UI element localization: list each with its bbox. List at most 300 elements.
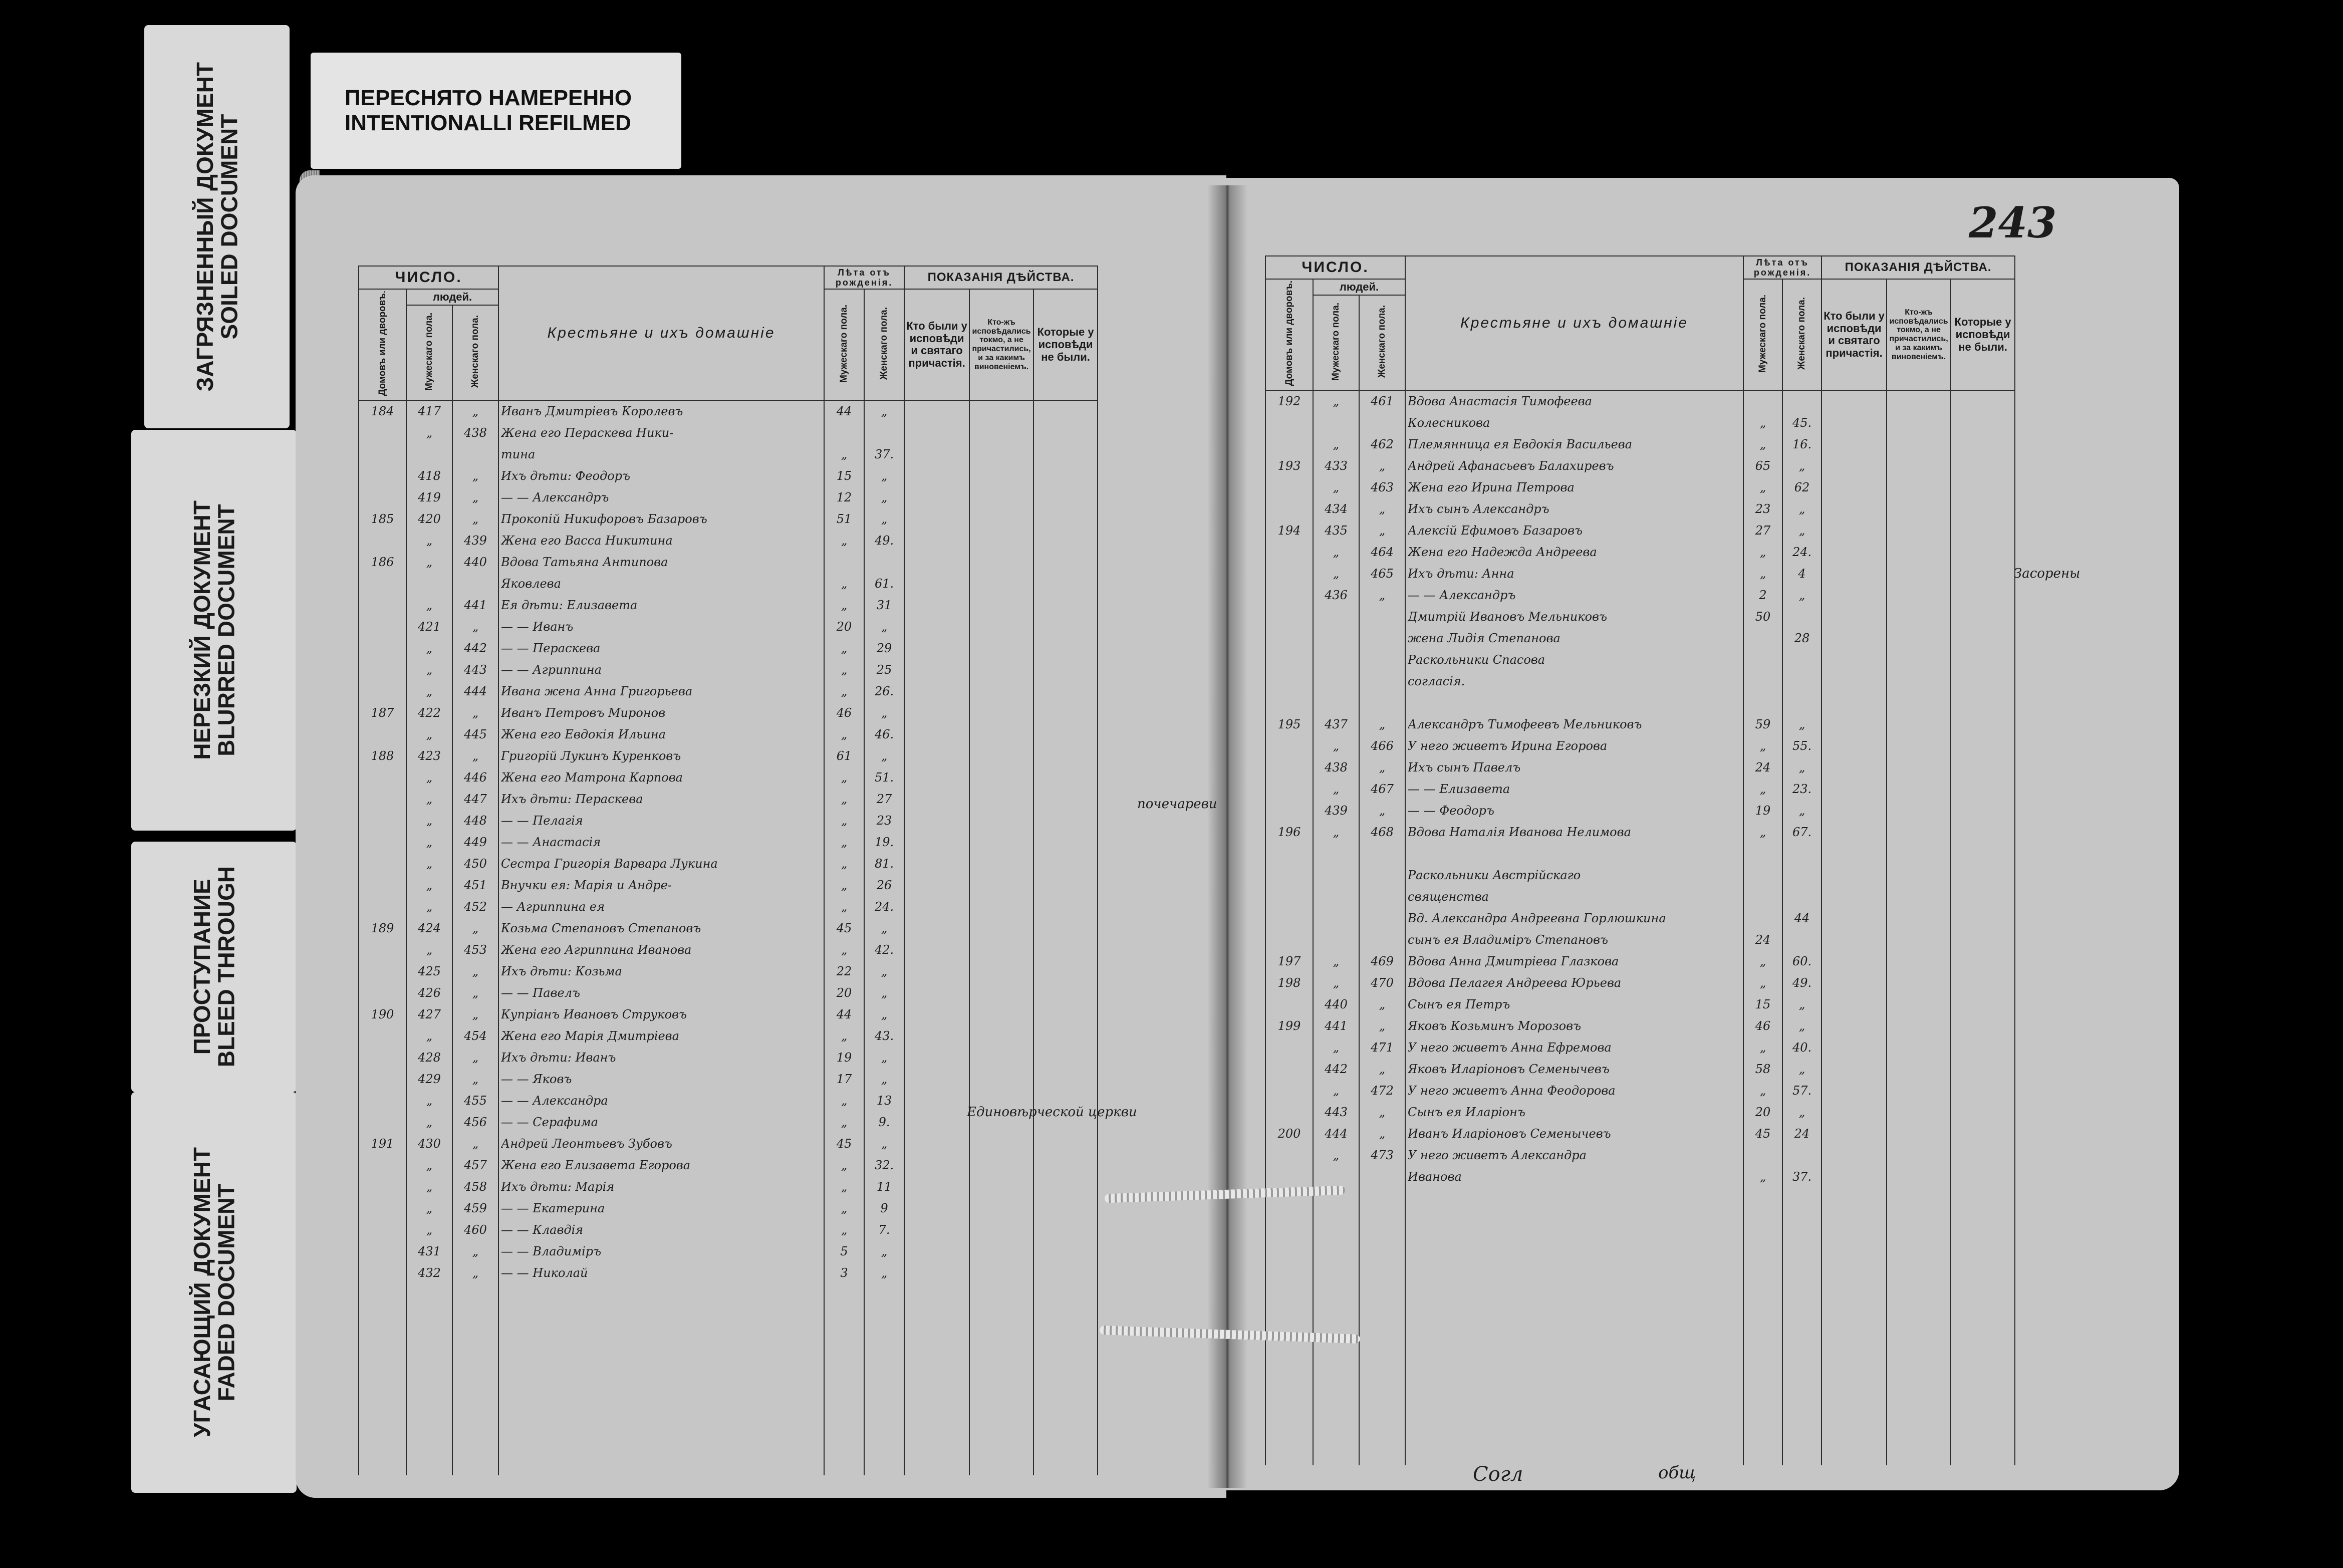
register-entry-f: 448	[464, 814, 487, 828]
register-entry-m: „	[1333, 480, 1340, 495]
register-entry-m: „	[426, 1094, 433, 1108]
register-entry-name: сынъ ея Владиміръ Степановъ	[1408, 933, 1608, 947]
register-entry-m: „	[1333, 825, 1340, 840]
register-entry-dom	[1268, 735, 1311, 757]
register-entry-f: 445	[464, 727, 487, 742]
register-entry-m: „	[426, 1180, 433, 1194]
stamp-text: INTENTIONALLI REFILMED	[345, 111, 631, 135]
register-entry-m: „	[1333, 954, 1340, 969]
header-kotorye: Которые у исповѣди не были.	[1951, 279, 2015, 390]
register-entry-f: 457	[464, 1158, 487, 1173]
header-kto-byli: Кто были у исповѣди и святаго причастія.	[904, 289, 969, 400]
register-entry-m: „	[426, 426, 433, 440]
register-entry-fa: 23.	[1792, 782, 1812, 797]
register-entry-fa: „	[1798, 502, 1805, 516]
register-entry-name: Ивана жена Анна Григорьева	[501, 684, 693, 699]
register-entry-fa: 26	[876, 878, 892, 893]
register-entry-f: „	[1379, 1019, 1386, 1033]
register-entry-fa: 55.	[1792, 739, 1812, 753]
register-entry-f: 454	[464, 1029, 487, 1043]
register-entry-fa: 49.	[874, 534, 894, 548]
register-entry-ma: 2	[1759, 588, 1767, 603]
register-entry-ma	[1746, 865, 1780, 886]
register-entry-ma	[827, 422, 862, 444]
register-entry-dom	[361, 1262, 404, 1284]
register-entry-fa: 67.	[1792, 825, 1812, 840]
register-entry-f: „	[472, 1137, 479, 1151]
register-entry-name: Андрей Леонтьевъ Зубовъ	[501, 1137, 672, 1151]
register-entry-fa: „	[881, 986, 888, 1000]
register-entry-f: „	[1379, 524, 1386, 538]
header-zhen-age: Женскаго пола.	[864, 289, 904, 400]
register-entry-name: Вдова Татьяна Антипова	[501, 555, 668, 570]
register-entry-ma	[827, 552, 862, 573]
register-entry-f: 466	[1371, 739, 1394, 753]
register-entry-ma: „	[1759, 480, 1766, 495]
register-entry-f	[1362, 671, 1403, 692]
register-entry-name: тина	[501, 447, 536, 462]
register-entry-fa: 7.	[878, 1223, 890, 1237]
register-entry-dom	[1268, 1037, 1311, 1059]
register-entry-dom	[1268, 865, 1311, 886]
register-entry-ma: 45	[836, 921, 852, 936]
register-entry-dom	[361, 638, 404, 659]
register-entry-fa: „	[881, 1137, 888, 1151]
register-entry-dom	[1268, 1080, 1311, 1102]
register-entry-fa: „	[881, 512, 888, 527]
register-entry-dom: 197	[1277, 954, 1301, 969]
register-entry-fa: 46.	[874, 727, 894, 742]
header-lyudey: людей.	[1313, 279, 1405, 295]
register-entry-dom	[361, 616, 404, 638]
register-entry-m: „	[1333, 394, 1340, 409]
register-entry-m: 419	[418, 490, 441, 505]
register-entry-m: 437	[1325, 717, 1348, 732]
register-entry-ma: 27	[1755, 524, 1771, 538]
register-entry-fa: „	[1798, 1019, 1805, 1033]
register-entry-f	[1362, 606, 1403, 628]
register-entry-name	[1408, 843, 1741, 865]
register-entry-ma: „	[841, 641, 848, 656]
register-entry-dom	[361, 422, 404, 444]
register-entry-m	[1316, 412, 1357, 434]
register-entry-dom	[1268, 908, 1311, 929]
col-f	[1359, 390, 1405, 1465]
register-entry-f: „	[472, 620, 479, 634]
register-entry-dom	[1268, 671, 1311, 692]
register-entry-m	[1316, 692, 1357, 714]
register-entry-ma: „	[841, 770, 848, 785]
register-entry-m: „	[426, 1158, 433, 1173]
register-entry-fa: 32.	[874, 1158, 894, 1173]
register-entry-name: Ея дѣти: Елизавета	[501, 598, 638, 613]
register-entry-m	[1316, 929, 1357, 951]
register-entry-m: 422	[418, 706, 441, 720]
register-entry-fa: 45.	[1792, 416, 1812, 430]
register-entry-name: У него живетъ Анна Ефремова	[1408, 1040, 1612, 1055]
register-entry-dom	[1268, 434, 1311, 455]
register-entry-ma: 24	[1755, 760, 1771, 775]
register-entry-name: — — Яковъ	[501, 1072, 572, 1087]
register-entry-fa: 57.	[1792, 1084, 1812, 1098]
register-entry-fa: „	[881, 490, 888, 505]
header-zhen: Женскаго пола.	[1359, 295, 1405, 390]
register-entry-ma	[1746, 671, 1780, 692]
header-domov: Домовъ или дворовъ.	[359, 289, 406, 400]
register-entry-ma	[1746, 1145, 1780, 1166]
register-entry-dom	[1268, 628, 1311, 649]
register-entry-dom	[361, 1176, 404, 1198]
register-entry-f: 460	[464, 1223, 487, 1237]
register-entry-name: Сынъ ея Петръ	[1408, 997, 1510, 1012]
col-m	[1313, 390, 1359, 1465]
register-entry-f: 441	[464, 598, 487, 613]
register-entry-dom	[361, 659, 404, 681]
register-entry-f	[1362, 929, 1403, 951]
register-entry-ma: 12	[836, 490, 852, 505]
header-zhen-age: Женскаго пола.	[1782, 279, 1821, 390]
register-entry-name: Григорій Лукинъ Куренковъ	[501, 749, 681, 763]
register-entry-name: Дмитрій Ивановъ Мельниковъ	[1408, 610, 1607, 624]
register-entry-f: 442	[464, 641, 487, 656]
register-entry-dom: 198	[1277, 976, 1301, 990]
register-entry-name: — — Феодоръ	[1408, 804, 1494, 818]
register-entry-fa: 26.	[874, 684, 894, 699]
register-entry-ma	[1746, 886, 1780, 908]
register-entry-m: „	[1333, 1148, 1340, 1163]
register-entry-name: Яковъ Козьминъ Морозовъ	[1408, 1019, 1582, 1033]
footer-note-right: общ	[1658, 1463, 1696, 1483]
register-entry-fa	[1785, 391, 1819, 412]
register-entry-f: 450	[464, 857, 487, 871]
blurred-document-stamp	[131, 430, 297, 831]
register-entry-ma: 20	[1755, 1105, 1771, 1120]
register-entry-f: 470	[1371, 976, 1394, 990]
register-entry-dom: 194	[1277, 524, 1301, 538]
register-entry-m: „	[426, 1201, 433, 1216]
register-entry-fa	[1785, 1145, 1819, 1166]
register-entry-ma: „	[1759, 567, 1766, 581]
register-entry-name: У него живетъ Ирина Егорова	[1408, 739, 1608, 753]
register-entry-m	[1316, 886, 1357, 908]
register-entry-fa: „	[881, 921, 888, 936]
register-entry-dom	[1268, 843, 1311, 865]
register-entry-fa: „	[1798, 997, 1805, 1012]
register-entry-fa: 37.	[1792, 1170, 1812, 1184]
register-entry-fa: 37.	[874, 447, 894, 462]
register-entry-f: „	[472, 1051, 479, 1065]
register-entry-m: „	[426, 792, 433, 807]
register-entry-ma: „	[841, 1223, 848, 1237]
register-entry-f: 443	[464, 663, 487, 677]
register-entry-ma: „	[841, 1115, 848, 1130]
register-entry-m	[1316, 649, 1357, 671]
header-kotorye: Которые у исповѣди не были.	[1033, 289, 1098, 400]
register-entry-fa: 44	[1794, 911, 1810, 926]
header-kto-zh: Кто-жъ исповѣдались токмо, а не причастились, и за какимъ виновеніемъ.	[969, 289, 1033, 400]
register-entry-dom	[361, 875, 404, 896]
register-entry-dom	[361, 832, 404, 853]
register-entry-dom	[361, 530, 404, 552]
register-entry-fa: „	[1798, 760, 1805, 775]
register-entry-name: Внучки ея: Марія и Андре-	[501, 878, 672, 893]
register-entry-fa: „	[1798, 804, 1805, 818]
register-entry-dom	[361, 961, 404, 982]
register-entry-dom	[1268, 929, 1311, 951]
register-entry-name: Сынъ ея Иларіонъ	[1408, 1105, 1525, 1120]
register-entry-f: „	[1379, 760, 1386, 775]
register-entry-m	[1316, 606, 1357, 628]
register-entry-m: 441	[1325, 1019, 1348, 1033]
register-entry-m: „	[426, 663, 433, 677]
header-title: Крестьяне и ихъ домашніе	[498, 266, 824, 400]
register-entry-m: „	[426, 727, 433, 742]
register-entry-f: „	[1379, 459, 1386, 473]
register-entry-f: 458	[464, 1180, 487, 1194]
register-entry-dom	[1268, 1102, 1311, 1123]
register-entry-dom	[361, 1090, 404, 1112]
register-entry-m: 417	[418, 404, 441, 419]
register-entry-name: — — Екатерина	[501, 1201, 605, 1216]
register-entry-dom: 185	[371, 512, 394, 527]
register-entry-fa: 24	[1794, 1127, 1810, 1141]
register-entry-fa: „	[881, 1244, 888, 1259]
header-right-margin	[1098, 266, 1200, 400]
register-entry-fa: „	[881, 620, 888, 634]
register-entry-dom	[361, 724, 404, 745]
register-entry-m: „	[426, 900, 433, 914]
register-entry-name: Козьма Степановъ Степановъ	[501, 921, 701, 936]
register-entry-ma	[1746, 692, 1780, 714]
register-entry-fa: „	[1798, 1062, 1805, 1077]
register-entry-ma: 46	[1755, 1019, 1771, 1033]
stamp-text: SOILED DOCUMENT	[216, 114, 242, 340]
register-entry-m: 431	[418, 1244, 441, 1259]
col-name	[1405, 390, 1743, 1465]
register-entry-fa: 16.	[1792, 437, 1812, 452]
register-entry-f: „	[1379, 588, 1386, 603]
register-entry-m	[1316, 843, 1357, 865]
register-entry-m: 428	[418, 1051, 441, 1065]
register-entry-fa: 23	[876, 814, 892, 828]
register-entry-dom	[1268, 563, 1311, 585]
register-entry-dom	[1268, 692, 1311, 714]
register-entry-ma: 23	[1755, 502, 1771, 516]
register-entry-ma: „	[841, 663, 848, 677]
register-entry-ma: „	[841, 835, 848, 850]
register-entry-name: Жена его Матрона Карпова	[501, 770, 683, 785]
register-entry-name: священства	[1408, 890, 1489, 904]
register-entry-m	[1316, 671, 1357, 692]
register-entry-name: — — Александръ	[501, 490, 609, 505]
register-entry-m: „	[1333, 1084, 1340, 1098]
register-entry-dom	[1268, 1145, 1311, 1166]
register-entry-m: 418	[418, 469, 441, 483]
register-entry-m: „	[426, 857, 433, 871]
header-domov: Домовъ или дворовъ.	[1265, 279, 1313, 390]
register-entry-fa: 43.	[874, 1029, 894, 1043]
register-entry-dom	[1268, 477, 1311, 498]
register-entry-name: Ихъ дѣти: Феодоръ	[501, 469, 631, 483]
register-entry-dom	[1268, 994, 1311, 1015]
register-entry-m: „	[426, 641, 433, 656]
register-entry-name: У него живетъ Александра	[1408, 1148, 1587, 1163]
register-entry-f: 449	[464, 835, 487, 850]
col-dom	[1265, 390, 1313, 1465]
register-entry-fa: 40.	[1792, 1040, 1812, 1055]
register-entry-dom	[361, 465, 404, 487]
register-entry-name: Колесникова	[1408, 416, 1490, 430]
register-entry-fa: „	[1798, 588, 1805, 603]
register-entry-f: „	[472, 512, 479, 527]
register-entry-m: 435	[1325, 524, 1348, 538]
register-entry-dom	[361, 810, 404, 832]
register-entry-m: 429	[418, 1072, 441, 1087]
register-entry-m	[409, 444, 450, 465]
register-entry-name: — — Анастасія	[501, 835, 601, 850]
register-entry-fa	[1785, 692, 1819, 714]
register-entry-fa: „	[881, 469, 888, 483]
register-entry-f	[1362, 1166, 1403, 1188]
register-entry-dom	[361, 1047, 404, 1069]
register-entry-f	[1362, 649, 1403, 671]
register-entry-f	[455, 573, 496, 595]
register-entry-m: „	[1333, 437, 1340, 452]
header-muzh-age: Мужескаго пола.	[1743, 279, 1782, 390]
register-entry-m: 423	[418, 749, 441, 763]
register-entry-fa	[1785, 606, 1819, 628]
register-entry-f: „	[1379, 502, 1386, 516]
col-margin	[1098, 400, 1200, 1475]
register-entry-dom: 196	[1277, 825, 1301, 840]
register-entry-m: 442	[1325, 1062, 1348, 1077]
register-entry-fa: 11	[876, 1180, 892, 1194]
register-entry-dom	[1268, 412, 1311, 434]
register-entry-dom	[361, 1219, 404, 1241]
register-entry-f: 453	[464, 943, 487, 957]
register-entry-fa: 27	[876, 792, 892, 807]
register-entry-fa	[1785, 929, 1819, 951]
col-kto-zh	[969, 400, 1033, 1475]
register-entry-m: 432	[418, 1266, 441, 1280]
stamp-text: ПЕРЕСНЯТО НАМЕРЕННО	[345, 86, 632, 110]
register-entry-ma: „	[841, 684, 848, 699]
register-entry-dom	[361, 1155, 404, 1176]
register-entry-m: 421	[418, 620, 441, 634]
register-entry-dom	[361, 487, 404, 508]
register-entry-name: Раскольники Спасова	[1408, 653, 1545, 667]
register-entry-f: „	[472, 1072, 479, 1087]
annotation-pochevareni: почечареви	[1137, 797, 1217, 812]
register-entry-ma: 44	[836, 1007, 852, 1022]
register-entry-ma	[1746, 391, 1780, 412]
stamp-text: УГАСАЮЩИЙ ДОКУМЕНТ	[188, 1147, 215, 1438]
register-entry-m: „	[426, 1029, 433, 1043]
register-entry-ma: „	[1759, 1084, 1766, 1098]
register-entry-name: Сестра Григорія Варвара Лукина	[501, 857, 718, 871]
register-entry-f: 439	[464, 534, 487, 548]
register-entry-m: „	[426, 555, 433, 570]
register-entry-name: — — Иванъ	[501, 620, 574, 634]
register-entry-f	[1362, 412, 1403, 434]
register-entry-fa: „	[881, 749, 888, 763]
register-entry-ma	[1746, 843, 1780, 865]
register-entry-m: „	[426, 598, 433, 613]
register-entry-name: — — Александра	[501, 1094, 608, 1108]
register-entry-ma: „	[1759, 825, 1766, 840]
register-entry-dom: 190	[371, 1007, 394, 1022]
header-muzh: Мужескаго пола.	[406, 305, 452, 400]
register-entry-dom: 184	[371, 404, 394, 419]
register-entry-name: жена Лидія Степанова	[1408, 631, 1560, 646]
register-entry-m	[1316, 628, 1357, 649]
register-entry-fa: 31	[876, 598, 892, 613]
register-entry-f: „	[472, 404, 479, 419]
register-entry-name: — — Агриппина	[501, 663, 602, 677]
header-leta: Лѣта отъ рожденія.	[824, 266, 904, 289]
register-entry-ma: „	[841, 598, 848, 613]
register-entry-f: „	[472, 469, 479, 483]
register-entry-m: 444	[1325, 1127, 1348, 1141]
register-entry-f	[1362, 843, 1403, 865]
register-entry-name: Жена его Евдокія Ильина	[501, 727, 666, 742]
register-entry-ma: 46	[836, 706, 852, 720]
register-entry-f: 462	[1371, 437, 1394, 452]
col-margin	[2015, 390, 2100, 1465]
header-lyudey: людей.	[406, 289, 498, 305]
register-entry-f: „	[472, 1244, 479, 1259]
register-entry-m: „	[1333, 567, 1340, 581]
register-entry-m: 433	[1325, 459, 1348, 473]
register-entry-ma: „	[841, 534, 848, 548]
register-entry-ma: 59	[1755, 717, 1771, 732]
stamp-text: НЕРЕЗКИЙ ДОКУМЕНТ	[188, 500, 215, 760]
bleed-through-stamp	[131, 842, 297, 1092]
register-entry-name: Яковлева	[501, 577, 561, 591]
register-entry-f: 459	[464, 1201, 487, 1216]
register-entry-m	[409, 573, 450, 595]
register-entry-name: — — Серафима	[501, 1115, 598, 1130]
register-entry-f: „	[472, 1266, 479, 1280]
register-entry-dom: 200	[1277, 1127, 1301, 1141]
col-byli	[1821, 390, 1887, 1465]
register-entry-m: 430	[418, 1137, 441, 1151]
register-entry-fa: „	[881, 1072, 888, 1087]
register-entry-f	[1362, 692, 1403, 714]
header-right-margin	[2015, 256, 2100, 390]
register-entry-name: Вдова Анна Дмитріева Глазкова	[1408, 954, 1619, 969]
register-entry-f: 472	[1371, 1084, 1394, 1098]
register-entry-fa: „	[881, 1051, 888, 1065]
register-entry-name: Жена его Агриппина Иванова	[501, 943, 692, 957]
register-entry-dom: 193	[1277, 459, 1301, 473]
register-entry-dom	[361, 789, 404, 810]
register-entry-name: Жена его Надежда Андреева	[1408, 545, 1597, 560]
register-entry-fa: 9.	[878, 1115, 890, 1130]
register-entry-dom	[1268, 606, 1311, 628]
register-entry-fa: 19.	[874, 835, 894, 850]
register-entry-dom	[361, 444, 404, 465]
col-fa	[1782, 390, 1821, 1465]
register-entry-m: „	[426, 534, 433, 548]
register-entry-ma: 50	[1755, 610, 1771, 624]
register-entry-f: 465	[1371, 567, 1394, 581]
register-entry-m: 440	[1325, 997, 1348, 1012]
register-entry-f: 456	[464, 1115, 487, 1130]
header-kto-byli: Кто были у исповѣди и святаго причастія.	[1821, 279, 1887, 390]
register-entry-ma: 19	[836, 1051, 852, 1065]
register-entry-m: 425	[418, 964, 441, 979]
